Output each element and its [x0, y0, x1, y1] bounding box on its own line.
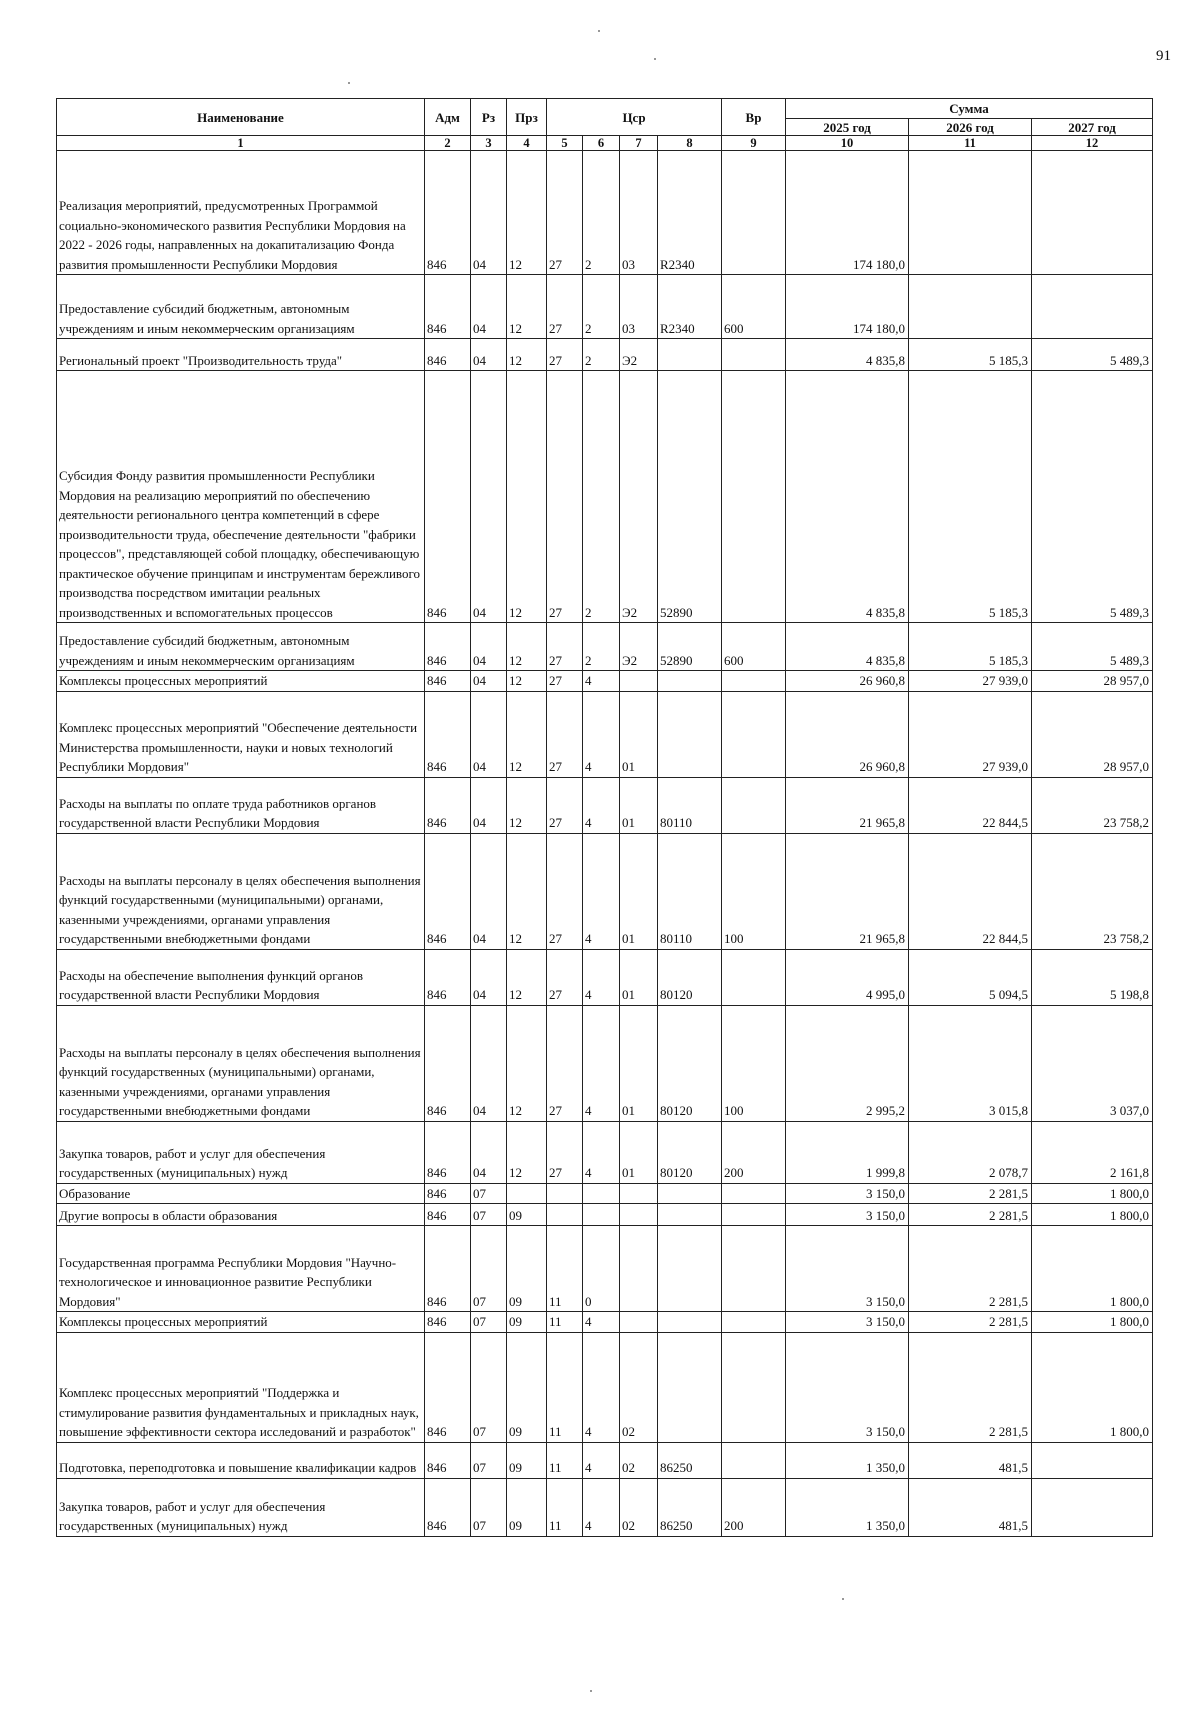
row-name: Реализация мероприятий, предусмотренных Программой социально-экономического развития Республики Мордовия на 2022 - 2026 годы, направленных на докапитализацию Фонда развития промышленности Республики Мордовия: [57, 151, 425, 275]
row-csr-direction: 80110: [658, 833, 722, 949]
row-csr-program: 11: [547, 1332, 583, 1442]
row-rz: 04: [471, 671, 507, 692]
column-number: 3: [471, 136, 507, 151]
row-prz: 09: [507, 1442, 547, 1478]
table-row: [57, 1226, 1153, 1312]
row-vr: [722, 1204, 786, 1226]
row-sum-2026: 2 281,5: [909, 1226, 1032, 1312]
row-sum-2027: 5 198,8: [1032, 949, 1153, 1005]
row-rz: 04: [471, 275, 507, 339]
row-sum-2027: 5 489,3: [1032, 371, 1153, 623]
row-name: Закупка товаров, работ и услуг для обеспечения государственных (муниципальных) нужд: [57, 1478, 425, 1536]
row-csr-direction: [658, 339, 722, 371]
column-number: 7: [620, 136, 658, 151]
row-csr-type: 4: [583, 833, 620, 949]
row-name: Субсидия Фонду развития промышленности Республики Мордовия на реализацию мероприятий по обеспечению деятельности регионального центра компетенций в сфере производительности труда, обеспечение деятельности "фабрики процессов", представляющей собой площадку, обеспечивающую практическое обучение принципам и инструментам бережливого производства посредством имитации реальных производственных и вспомогательных процессов: [57, 371, 425, 623]
row-sum-2027: [1032, 1478, 1153, 1536]
row-csr-direction: [658, 1204, 722, 1226]
row-vr: 200: [722, 1478, 786, 1536]
row-csr-type: 4: [583, 1121, 620, 1183]
column-number: 5: [547, 136, 583, 151]
row-sum-2027: 5 489,3: [1032, 339, 1153, 371]
row-vr: [722, 1312, 786, 1333]
row-rz: 07: [471, 1183, 507, 1204]
row-name: Комплекс процессных мероприятий "Поддержка и стимулирование развития фундаментальных и прикладных наук, повышение эффективности сектора исследований и разработок": [57, 1332, 425, 1442]
row-vr: [722, 371, 786, 623]
row-sum-2026: 2 281,5: [909, 1204, 1032, 1226]
row-name: Комплекс процессных мероприятий "Обеспечение деятельности Министерства промышленности, науки и новых технологий Республики Мордовия": [57, 691, 425, 777]
row-csr-direction: [658, 1332, 722, 1442]
row-rz: 04: [471, 623, 507, 671]
table-header: [57, 99, 1153, 151]
row-vr: [722, 949, 786, 1005]
table-row: [57, 833, 1153, 949]
row-adm: 846: [425, 1183, 471, 1204]
row-csr-group: 02: [620, 1332, 658, 1442]
row-sum-2027: [1032, 275, 1153, 339]
row-sum-2027: 23 758,2: [1032, 833, 1153, 949]
row-csr-type: [583, 1204, 620, 1226]
row-adm: 846: [425, 949, 471, 1005]
column-number: 2: [425, 136, 471, 151]
table-row: [57, 1204, 1153, 1226]
row-sum-2025: 3 150,0: [786, 1332, 909, 1442]
row-csr-program: [547, 1204, 583, 1226]
row-csr-group: 01: [620, 833, 658, 949]
row-vr: 100: [722, 833, 786, 949]
row-rz: 04: [471, 949, 507, 1005]
row-vr: [722, 691, 786, 777]
row-prz: 09: [507, 1312, 547, 1333]
row-rz: 04: [471, 151, 507, 275]
table-row: [57, 1442, 1153, 1478]
row-csr-program: 27: [547, 623, 583, 671]
row-name: Расходы на выплаты по оплате труда работников органов государственной власти Республики Мордовия: [57, 777, 425, 833]
row-sum-2027: 1 800,0: [1032, 1312, 1153, 1333]
row-csr-program: 27: [547, 1005, 583, 1121]
row-sum-2027: [1032, 1442, 1153, 1478]
table-row: [57, 777, 1153, 833]
column-number: 11: [909, 136, 1032, 151]
row-sum-2025: 174 180,0: [786, 275, 909, 339]
row-sum-2025: 4 835,8: [786, 339, 909, 371]
row-sum-2026: [909, 151, 1032, 275]
row-sum-2027: 1 800,0: [1032, 1226, 1153, 1312]
table-body: [57, 151, 1153, 1537]
row-sum-2025: 1 350,0: [786, 1442, 909, 1478]
table-row: [57, 1478, 1153, 1536]
row-adm: 846: [425, 1005, 471, 1121]
row-csr-type: 4: [583, 1312, 620, 1333]
page-number: 91: [1156, 48, 1171, 64]
table-row: [57, 1312, 1153, 1333]
scan-speck: [842, 1598, 844, 1600]
header-year-2025: 2025 год: [786, 119, 909, 136]
row-prz: 12: [507, 1005, 547, 1121]
row-sum-2025: 4 835,8: [786, 623, 909, 671]
row-sum-2026: 2 281,5: [909, 1312, 1032, 1333]
row-csr-program: 27: [547, 691, 583, 777]
budget-table-sheet: [56, 98, 1152, 1537]
row-sum-2026: 2 281,5: [909, 1183, 1032, 1204]
row-csr-type: 4: [583, 949, 620, 1005]
column-number: 10: [786, 136, 909, 151]
row-prz: 12: [507, 1121, 547, 1183]
row-csr-group: 01: [620, 949, 658, 1005]
row-csr-group: 02: [620, 1478, 658, 1536]
row-sum-2025: 3 150,0: [786, 1204, 909, 1226]
row-prz: 12: [507, 671, 547, 692]
row-rz: 04: [471, 1121, 507, 1183]
row-csr-program: 11: [547, 1478, 583, 1536]
row-csr-program: 27: [547, 833, 583, 949]
row-csr-group: [620, 671, 658, 692]
row-sum-2027: 1 800,0: [1032, 1332, 1153, 1442]
row-csr-direction: [658, 1226, 722, 1312]
scan-speck: [654, 58, 656, 60]
table-row: [57, 1332, 1153, 1442]
row-rz: 04: [471, 371, 507, 623]
row-csr-group: 03: [620, 275, 658, 339]
row-name: Расходы на выплаты персоналу в целях обеспечения выполнения функций государственных (муниципальными) органами, казенными учреждениями, органами управления государственными внебюджетными фондами: [57, 1005, 425, 1121]
row-csr-group: 03: [620, 151, 658, 275]
row-rz: 07: [471, 1332, 507, 1442]
column-number: 12: [1032, 136, 1153, 151]
column-number: 4: [507, 136, 547, 151]
row-sum-2026: 3 015,8: [909, 1005, 1032, 1121]
row-csr-program: 27: [547, 949, 583, 1005]
row-csr-type: [583, 1183, 620, 1204]
scan-speck: [598, 30, 600, 32]
row-adm: 846: [425, 371, 471, 623]
row-adm: 846: [425, 1312, 471, 1333]
header-prz: Прз: [507, 99, 547, 136]
table-row: [57, 949, 1153, 1005]
row-sum-2025: 21 965,8: [786, 777, 909, 833]
row-name: Предоставление субсидий бюджетным, автономным учреждениям и иным некоммерческим организациям: [57, 623, 425, 671]
row-sum-2025: 3 150,0: [786, 1226, 909, 1312]
row-vr: [722, 151, 786, 275]
row-csr-direction: [658, 1183, 722, 1204]
header-year-2026: 2026 год: [909, 119, 1032, 136]
header-csr: Цср: [547, 99, 722, 136]
table-row: [57, 671, 1153, 692]
row-adm: 846: [425, 777, 471, 833]
row-rz: 07: [471, 1442, 507, 1478]
row-csr-direction: 80110: [658, 777, 722, 833]
row-csr-direction: 52890: [658, 371, 722, 623]
row-sum-2026: 27 939,0: [909, 671, 1032, 692]
row-rz: 07: [471, 1226, 507, 1312]
row-csr-program: 11: [547, 1226, 583, 1312]
row-adm: 846: [425, 623, 471, 671]
row-sum-2025: 26 960,8: [786, 691, 909, 777]
row-rz: 04: [471, 1005, 507, 1121]
row-sum-2025: 21 965,8: [786, 833, 909, 949]
row-csr-program: 27: [547, 371, 583, 623]
row-csr-direction: [658, 691, 722, 777]
row-csr-type: 2: [583, 275, 620, 339]
row-sum-2025: 4 995,0: [786, 949, 909, 1005]
row-vr: [722, 339, 786, 371]
row-csr-direction: 80120: [658, 1121, 722, 1183]
table-row: [57, 623, 1153, 671]
row-csr-group: [620, 1226, 658, 1312]
row-prz: 09: [507, 1332, 547, 1442]
row-name: Образование: [57, 1183, 425, 1204]
row-adm: 846: [425, 691, 471, 777]
row-adm: 846: [425, 833, 471, 949]
row-csr-type: 0: [583, 1226, 620, 1312]
row-csr-direction: [658, 1312, 722, 1333]
row-name: Комплексы процессных мероприятий: [57, 1312, 425, 1333]
row-sum-2025: 174 180,0: [786, 151, 909, 275]
row-csr-type: 4: [583, 1478, 620, 1536]
row-csr-type: 4: [583, 1442, 620, 1478]
row-adm: 846: [425, 671, 471, 692]
row-vr: [722, 671, 786, 692]
row-csr-type: 2: [583, 151, 620, 275]
row-prz: 09: [507, 1478, 547, 1536]
table-row: [57, 275, 1153, 339]
row-adm: 846: [425, 151, 471, 275]
row-sum-2025: 1 999,8: [786, 1121, 909, 1183]
row-csr-direction: 52890: [658, 623, 722, 671]
row-sum-2026: 22 844,5: [909, 833, 1032, 949]
row-csr-direction: 80120: [658, 949, 722, 1005]
row-csr-group: Э2: [620, 371, 658, 623]
row-csr-group: 01: [620, 777, 658, 833]
row-prz: 12: [507, 691, 547, 777]
row-vr: 100: [722, 1005, 786, 1121]
row-csr-type: 4: [583, 1332, 620, 1442]
row-adm: 846: [425, 1442, 471, 1478]
table-row: [57, 339, 1153, 371]
row-csr-group: 01: [620, 1121, 658, 1183]
row-csr-type: 2: [583, 371, 620, 623]
row-sum-2026: 2 281,5: [909, 1332, 1032, 1442]
row-name: Расходы на обеспечение выполнения функций органов государственной власти Республики Мордовия: [57, 949, 425, 1005]
row-prz: 12: [507, 623, 547, 671]
row-prz: 09: [507, 1226, 547, 1312]
row-vr: [722, 1226, 786, 1312]
table-row: [57, 691, 1153, 777]
row-sum-2026: 481,5: [909, 1478, 1032, 1536]
row-csr-direction: R2340: [658, 275, 722, 339]
row-csr-type: 4: [583, 777, 620, 833]
row-sum-2026: 5 185,3: [909, 339, 1032, 371]
header-year-2027: 2027 год: [1032, 119, 1153, 136]
row-adm: 846: [425, 1478, 471, 1536]
row-sum-2026: 2 078,7: [909, 1121, 1032, 1183]
row-sum-2025: 26 960,8: [786, 671, 909, 692]
row-prz: 12: [507, 275, 547, 339]
row-rz: 04: [471, 833, 507, 949]
row-name: Другие вопросы в области образования: [57, 1204, 425, 1226]
header-adm: Адм: [425, 99, 471, 136]
header-rz: Рз: [471, 99, 507, 136]
row-csr-type: 2: [583, 623, 620, 671]
row-csr-program: 11: [547, 1442, 583, 1478]
row-csr-group: 01: [620, 1005, 658, 1121]
row-sum-2027: 28 957,0: [1032, 691, 1153, 777]
row-rz: 04: [471, 777, 507, 833]
row-rz: 07: [471, 1312, 507, 1333]
row-csr-program: 27: [547, 275, 583, 339]
row-csr-program: 27: [547, 671, 583, 692]
row-prz: 12: [507, 833, 547, 949]
row-vr: [722, 1183, 786, 1204]
table-row: [57, 1005, 1153, 1121]
row-prz: 12: [507, 151, 547, 275]
row-csr-group: Э2: [620, 623, 658, 671]
row-adm: 846: [425, 275, 471, 339]
row-vr: [722, 1442, 786, 1478]
row-sum-2025: 2 995,2: [786, 1005, 909, 1121]
row-name: Региональный проект "Производительность труда": [57, 339, 425, 371]
row-sum-2026: [909, 275, 1032, 339]
row-csr-direction: 86250: [658, 1442, 722, 1478]
row-csr-type: 4: [583, 1005, 620, 1121]
row-csr-group: Э2: [620, 339, 658, 371]
row-sum-2026: 22 844,5: [909, 777, 1032, 833]
row-sum-2027: 3 037,0: [1032, 1005, 1153, 1121]
row-rz: 07: [471, 1478, 507, 1536]
row-vr: [722, 1332, 786, 1442]
row-adm: 846: [425, 1121, 471, 1183]
row-prz: 09: [507, 1204, 547, 1226]
row-sum-2027: 5 489,3: [1032, 623, 1153, 671]
column-number: 6: [583, 136, 620, 151]
row-prz: 12: [507, 371, 547, 623]
row-vr: 600: [722, 275, 786, 339]
row-csr-type: 2: [583, 339, 620, 371]
row-csr-direction: [658, 671, 722, 692]
row-sum-2025: 3 150,0: [786, 1183, 909, 1204]
row-adm: 846: [425, 1226, 471, 1312]
row-csr-direction: R2340: [658, 151, 722, 275]
row-rz: 07: [471, 1204, 507, 1226]
row-name: Подготовка, переподготовка и повышение квалификации кадров: [57, 1442, 425, 1478]
scan-speck: [348, 82, 350, 84]
row-adm: 846: [425, 1332, 471, 1442]
row-prz: [507, 1183, 547, 1204]
column-number: 1: [57, 136, 425, 151]
header-vr: Вр: [722, 99, 786, 136]
row-csr-program: 27: [547, 151, 583, 275]
row-csr-group: [620, 1204, 658, 1226]
table-row: [57, 371, 1153, 623]
row-sum-2027: 23 758,2: [1032, 777, 1153, 833]
row-sum-2025: 4 835,8: [786, 371, 909, 623]
row-csr-group: [620, 1183, 658, 1204]
table-row: [57, 151, 1153, 275]
row-adm: 846: [425, 339, 471, 371]
row-sum-2027: 1 800,0: [1032, 1183, 1153, 1204]
row-prz: 12: [507, 339, 547, 371]
row-name: Комплексы процессных мероприятий: [57, 671, 425, 692]
column-number: 8: [658, 136, 722, 151]
row-sum-2026: 5 094,5: [909, 949, 1032, 1005]
row-rz: 04: [471, 339, 507, 371]
row-sum-2026: 481,5: [909, 1442, 1032, 1478]
row-sum-2027: 28 957,0: [1032, 671, 1153, 692]
column-number: 9: [722, 136, 786, 151]
row-csr-program: 11: [547, 1312, 583, 1333]
row-csr-program: 27: [547, 777, 583, 833]
row-adm: 846: [425, 1204, 471, 1226]
row-csr-program: [547, 1183, 583, 1204]
table-row: [57, 1121, 1153, 1183]
row-name: Расходы на выплаты персоналу в целях обеспечения выполнения функций государственными (муниципальными) органами, казенными учреждениями, органами управления государственными внебюджетными фондами: [57, 833, 425, 949]
row-prz: 12: [507, 777, 547, 833]
row-name: Предоставление субсидий бюджетным, автономным учреждениям и иным некоммерческим организациям: [57, 275, 425, 339]
row-sum-2027: 2 161,8: [1032, 1121, 1153, 1183]
row-csr-program: 27: [547, 339, 583, 371]
row-csr-direction: 86250: [658, 1478, 722, 1536]
header-name: Наименование: [57, 99, 425, 136]
row-vr: [722, 777, 786, 833]
header-sum: Сумма: [786, 99, 1153, 119]
row-sum-2027: [1032, 151, 1153, 275]
row-name: Государственная программа Республики Мордовия "Научно-технологическое и инновационное развитие Республики Мордовия": [57, 1226, 425, 1312]
row-csr-type: 4: [583, 671, 620, 692]
row-sum-2026: 27 939,0: [909, 691, 1032, 777]
row-csr-group: [620, 1312, 658, 1333]
row-csr-group: 02: [620, 1442, 658, 1478]
scan-speck: [590, 1690, 592, 1692]
row-sum-2026: 5 185,3: [909, 371, 1032, 623]
row-csr-group: 01: [620, 691, 658, 777]
row-sum-2026: 5 185,3: [909, 623, 1032, 671]
row-sum-2025: 1 350,0: [786, 1478, 909, 1536]
row-csr-direction: 80120: [658, 1005, 722, 1121]
budget-table: [56, 98, 1153, 1537]
row-csr-type: 4: [583, 691, 620, 777]
row-csr-program: 27: [547, 1121, 583, 1183]
row-vr: 600: [722, 623, 786, 671]
row-rz: 04: [471, 691, 507, 777]
row-name: Закупка товаров, работ и услуг для обеспечения государственных (муниципальных) нужд: [57, 1121, 425, 1183]
table-row: [57, 1183, 1153, 1204]
row-vr: 200: [722, 1121, 786, 1183]
row-sum-2025: 3 150,0: [786, 1312, 909, 1333]
row-prz: 12: [507, 949, 547, 1005]
row-sum-2027: 1 800,0: [1032, 1204, 1153, 1226]
